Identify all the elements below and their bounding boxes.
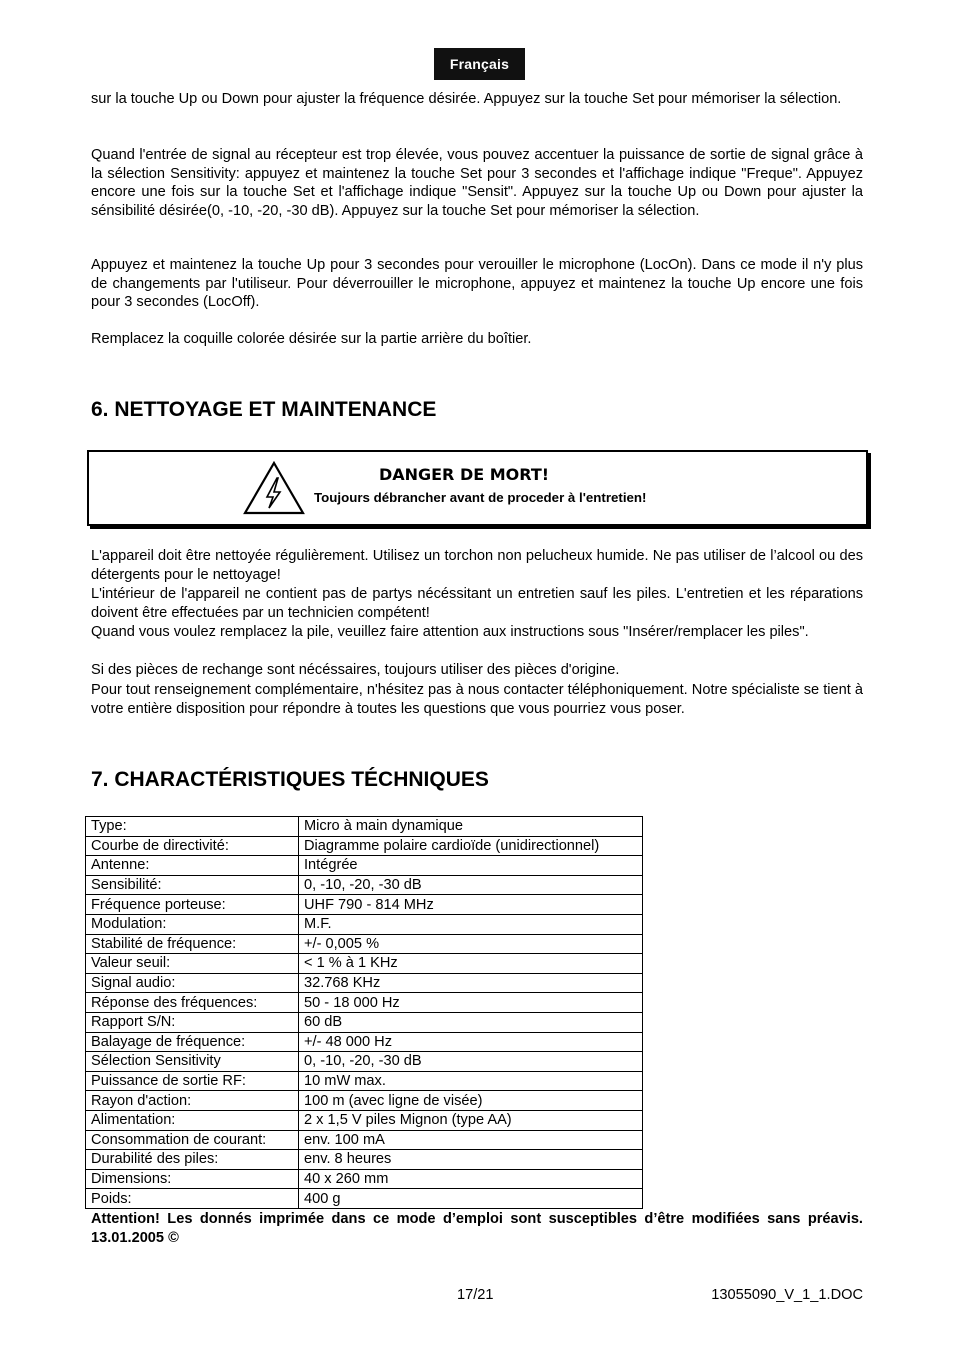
table-row xyxy=(86,1091,643,1111)
spec-label: Valeur seuil: xyxy=(86,954,299,974)
danger-title: DANGER DE MORT! xyxy=(378,465,550,484)
maintenance-paragraph-5: Pour tout renseignement complémentaire, n'hésitez pas à nous contacter téléphoniquement. Notre spécialiste se tient à votre entière disposition pour répondre à toutes les questions que vous pourriez vous poser. xyxy=(91,682,863,717)
intro-paragraph-1: sur la touche Up ou Down pour ajuster la fréquence désirée. Appuyez sur la touche Set pour mémoriser la sélection. xyxy=(91,91,842,107)
table-row xyxy=(86,1150,643,1170)
spec-label: Alimentation: xyxy=(86,1110,299,1130)
specs-table xyxy=(85,816,643,1209)
spec-value: 0, -10, -20, -30 dB xyxy=(299,1052,643,1072)
spec-label: Poids: xyxy=(86,1189,299,1209)
spec-value: 32.768 KHz xyxy=(299,973,643,993)
table-row xyxy=(86,817,643,837)
spec-value: +/- 48 000 Hz xyxy=(299,1032,643,1052)
spec-value: 60 dB xyxy=(299,1012,643,1032)
spec-label: Rapport S/N: xyxy=(86,1012,299,1032)
spec-value: 400 g xyxy=(299,1189,643,1209)
maintenance-paragraph-2: L'intérieur de l'appareil ne contient pas de partys nécéssitant un entretien sauf les piles. L'entretien et les réparations doivent être effectuées par un technicien compétent! xyxy=(91,586,863,621)
spec-label: Dimensions: xyxy=(86,1169,299,1189)
spec-value: UHF 790 - 814 MHz xyxy=(299,895,643,915)
spec-label: Balayage de fréquence: xyxy=(86,1032,299,1052)
table-row xyxy=(86,993,643,1013)
table-row xyxy=(86,1052,643,1072)
spec-label: Sélection Sensitivity xyxy=(86,1052,299,1072)
spec-label: Courbe de directivité: xyxy=(86,836,299,856)
spec-value: Micro à main dynamique xyxy=(299,817,643,837)
spec-label: Stabilité de fréquence: xyxy=(86,934,299,954)
table-row xyxy=(86,914,643,934)
language-badge: Français xyxy=(434,48,525,80)
spec-label: Consommation de courant: xyxy=(86,1130,299,1150)
spec-label: Fréquence porteuse: xyxy=(86,895,299,915)
table-row xyxy=(86,973,643,993)
document-id: 13055090_V_1_1.DOC xyxy=(711,1287,863,1303)
maintenance-paragraph-4: Si des pièces de rechange sont nécéssaires, toujours utiliser des pièces d'origine. xyxy=(91,662,620,678)
spec-value: 10 mW max. xyxy=(299,1071,643,1091)
table-row xyxy=(86,1130,643,1150)
spec-label: Puissance de sortie RF: xyxy=(86,1071,299,1091)
table-row xyxy=(86,1012,643,1032)
section-title-specs: 7. CHARACTÉRISTIQUES TÉCHNIQUES xyxy=(91,768,489,791)
table-row xyxy=(86,954,643,974)
spec-label: Sensibilité: xyxy=(86,875,299,895)
table-row xyxy=(86,1032,643,1052)
table-row xyxy=(86,856,643,876)
attention-notice: Attention! Les donnés imprimée dans ce mode d’emploi sont susceptibles d’être modifiées sans préavis. 13.01.2005 © xyxy=(91,1211,863,1246)
spec-value: 0, -10, -20, -30 dB xyxy=(299,875,643,895)
danger-subtitle: Toujours débrancher avant de proceder à l'entretien! xyxy=(314,490,647,505)
high-voltage-warning-icon xyxy=(243,461,305,515)
intro-paragraph-4: Remplacez la coquille colorée désirée sur la partie arrière du boîtier. xyxy=(91,331,532,347)
spec-value: Intégrée xyxy=(299,856,643,876)
spec-label: Type: xyxy=(86,817,299,837)
intro-paragraph-2: Quand l'entrée de signal au récepteur est trop élevée, vous pouvez accentuer la puissance de sortie de signal grâce à la sélection Sensitivity: appuyez et maintenez la touche Set pour 3 secondes et l'affichage indique "Freque". Appuyez encore une fois sur la touche Set et l'affichage indique "Sensit". Appuyez sur la touche Up ou Down pour ajuster la sénsibilité désirée(0, -10, -20, -30 dB). Appuyez sur la touche Set pour mémoriser la sélection. xyxy=(91,147,863,220)
table-row xyxy=(86,1110,643,1130)
maintenance-paragraph-1: L'appareil doit être nettoyée régulièrement. Utilisez un torchon non pelucheux humide. Ne pas utiliser de l’alcool ou des détergents pour le nettoyage! xyxy=(91,548,863,583)
table-row xyxy=(86,1169,643,1189)
spec-value: 40 x 260 mm xyxy=(299,1169,643,1189)
spec-value: +/- 0,005 % xyxy=(299,934,643,954)
section-title-maintenance: 6. NETTOYAGE ET MAINTENANCE xyxy=(91,398,437,421)
spec-value: env. 8 heures xyxy=(299,1150,643,1170)
danger-warning-box xyxy=(87,450,868,526)
spec-value: 50 - 18 000 Hz xyxy=(299,993,643,1013)
spec-value: Diagramme polaire cardioïde (unidirectionnel) xyxy=(299,836,643,856)
spec-value: env. 100 mA xyxy=(299,1130,643,1150)
table-row xyxy=(86,934,643,954)
spec-value: 2 x 1,5 V piles Mignon (type AA) xyxy=(299,1110,643,1130)
intro-paragraph-3: Appuyez et maintenez la touche Up pour 3 secondes pour verouiller le microphone (LocOn). Dans ce mode il n'y plus de changements par l'utiliseur. Pour déverrouiller le microphone, appuyez et maintenez la touche Up encore une fois pour 3 secondes (LocOff). xyxy=(91,257,863,311)
spec-label: Antenne: xyxy=(86,856,299,876)
spec-value: < 1 % à 1 KHz xyxy=(299,954,643,974)
spec-label: Modulation: xyxy=(86,914,299,934)
spec-value: 100 m (avec ligne de visée) xyxy=(299,1091,643,1111)
table-row xyxy=(86,836,643,856)
spec-label: Réponse des fréquences: xyxy=(86,993,299,1013)
table-row xyxy=(86,895,643,915)
spec-value: M.F. xyxy=(299,914,643,934)
table-row xyxy=(86,1189,643,1209)
spec-label: Durabilité des piles: xyxy=(86,1150,299,1170)
spec-label: Rayon d'action: xyxy=(86,1091,299,1111)
spec-label: Signal audio: xyxy=(86,973,299,993)
table-row xyxy=(86,1071,643,1091)
maintenance-paragraph-3: Quand vous voulez remplacez la pile, veuillez faire attention aux instructions sous "Insérer/remplacer les piles". xyxy=(91,624,809,640)
page-number: 17/21 xyxy=(457,1287,494,1303)
table-row xyxy=(86,875,643,895)
